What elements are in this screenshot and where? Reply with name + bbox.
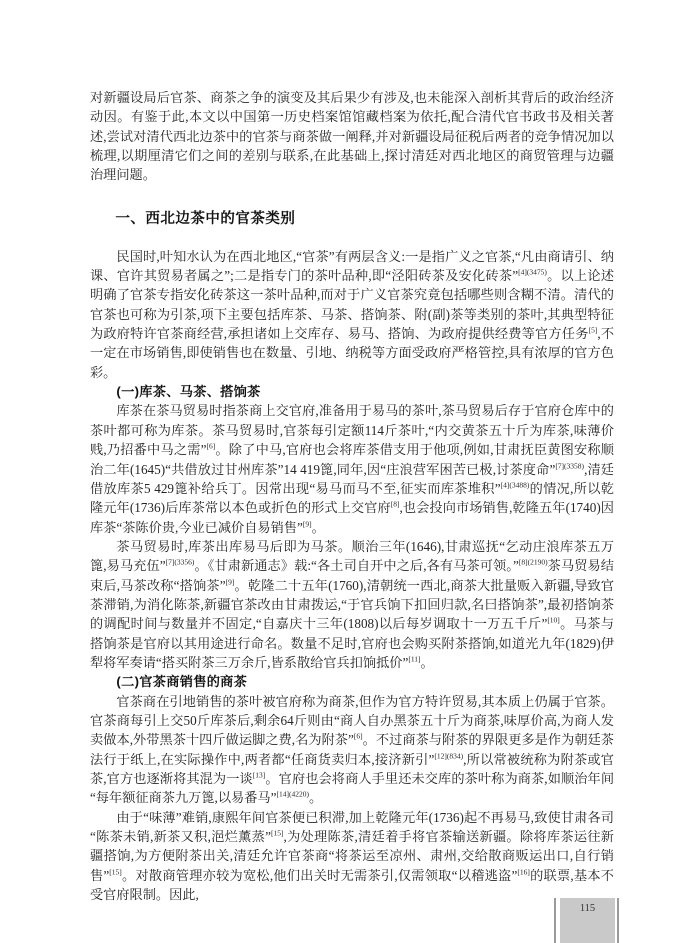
paragraph-merchant-tea: 官茶商在引地销售的茶叶被官府称为商茶,但作为官方特许贸易,其本质上仍属于官茶。官茶商每引上交50斤库茶后,剩余64斤则由“商人自办黑茶五十斤为商茶,味厚价高,为商人发卖做本,外带黑茶十四斤做运脚之费,名为附茶”[6]。不过商茶与附茶的界限更多是作为朝廷茶法行于纸上,在实际操作中,两者都“任商货卖归本,接济新引”$^{[12](834)}$,所以常被统称为附茶或官茶,官方也逐渐将其混为一谈[13]。官府也会将商人手里还未交库的茶叶称为商茶,如顺治年间“每年额征商茶九万篦,以易番马”$^{[14](4220)}$。 — [90, 693, 615, 806]
paragraph-stale-tea: 由于“味薄”难销,康熙年间官茶便已积滞,加上乾隆元年(1736)起不再易马,致使甘肃各司“陈茶未销,新茶又积,浥烂薰蒸”[15],为处理陈茶,清廷着手将官茶输送新疆。除将库茶运往新疆搭饷,为方便附茶出关,清廷允许官茶商“将茶运至凉州、肃州,交给散商贩运出口,自行销售”[15]。对散商管理亦较为宽松,他们出关时无需茶引,仅需领取“以稽逃盗”[16]的联票,基本不受官府限制。因此, — [90, 809, 614, 903]
subsection-heading-2: (二)官茶商销售的商茶 — [116, 674, 248, 690]
paragraph-official-tea-definition: 民国时,叶知水认为在西北地区,“官茶”有两层含义:一是指广义之官茶,“凡由商请引、纳课、官许其贸易者属之”;二是指专门的茶叶品种,即“泾阳砖茶及安化砖茶”$^{[4](3475)}$。以上论述明确了官茶专指安化砖茶这一茶叶品种,而对于广义官茶究竟包括哪些则含糊不清。清代的官茶也可称为引茶,项下主要包括库茶、马茶、搭饷茶、附(副)茶等类别的茶叶,其典型特征为政府特许官茶商经营,承担诸如上交库存、易马、搭饷、为政府提供经费等官方任务[5],不一定在市场销售,即使销售也在数量、引地、纳税等方面受政府严格管控,具有浓厚的官方色彩。 — [90, 248, 615, 380]
footer-rule-left — [554, 898, 556, 943]
paragraph-intro-continuation: 对新疆设局后官茶、商茶之争的演变及其后果少有涉及,也未能深入剖析其背后的政治经济动因。有鉴于此,本文以中国第一历史档案馆馆藏档案为依托,配合清代官书政书及相关著述,尝试对清代西北边茶中的官茶与商茶做一阐释,并对新疆设局征税后两者的竞争情况加以梳理,以期厘清它们之间的差别与联系,在此基础上,探讨清廷对西北地区的商贸管理与边疆治理问题。 — [90, 90, 614, 183]
subsection-heading-1: (一)库茶、马茶、搭饷茶 — [116, 384, 261, 400]
paragraph-horse-tea: 茶马贸易时,库茶出库易马后即为马茶。顺治三年(1646),甘肃巡抚“乞动庄浪库茶五万篦,易马充伍”$^{[7](3356)}$。《甘肃新通志》载:“各土司自开中之后,各有马茶可领。”$^{[8](2190)}$茶马贸易结束后,马茶改称“搭饷茶”[9]。乾隆二十五年(1760),清朝统一西北,商茶大批量贩入新疆,导致官茶滞销,为消化陈茶,新疆官茶改由甘肃拨运,“于官兵饷下扣回归款,名曰搭饷茶”,最初搭饷茶的调配时间与数量并不固定,“自嘉庆十三年(1808)以后每岁调取十一万五千斤”[10]。马茶与搭饷茶是官府以其用途进行命名。数量不足时,官府也会购买附茶搭饷,如道光九年(1829)伊犁将军奏请“搭买附茶三万余斤,皆系散给官兵扣饷抵价”[11]。 — [90, 538, 615, 670]
page-number: 115 — [579, 903, 596, 914]
text-column — [90, 88, 614, 904]
footer-rule-right — [617, 898, 619, 943]
paragraph-storehouse-tea: 库茶在茶马贸易时指茶商上交官府,准备用于易马的茶叶,茶马贸易后存于官府仓库中的茶叶都可称为库茶。茶马贸易时,官茶每引定额114斤茶叶,“内交黄茶五十斤为库茶,味薄价贱,乃招番中马之需”[6]。除了中马,官府也会将库茶借支用于他项,例如,甘肃抚臣黄图安称顺治二年(1645)“共借放过甘州库茶”14 419篦,同年,因“庄浪营军困苦已极,讨茶度命”$^{[7](3358)}$,清廷借放库茶5 429篦补给兵丁。因常出现“易马而马不至,征实而库茶堆积”$^{[4](3488)}$的情况,所以乾隆元年(1736)后库茶常以本色或折色的形式上交官府[8],也会投向市场销售,乾隆五年(1740)因库茶“茶陈价贵,今业已减价自易销售”[9]。 — [90, 403, 614, 535]
page-number-box — [560, 898, 615, 943]
section-heading: 一、西北边茶中的官茶类别 — [115, 210, 296, 227]
